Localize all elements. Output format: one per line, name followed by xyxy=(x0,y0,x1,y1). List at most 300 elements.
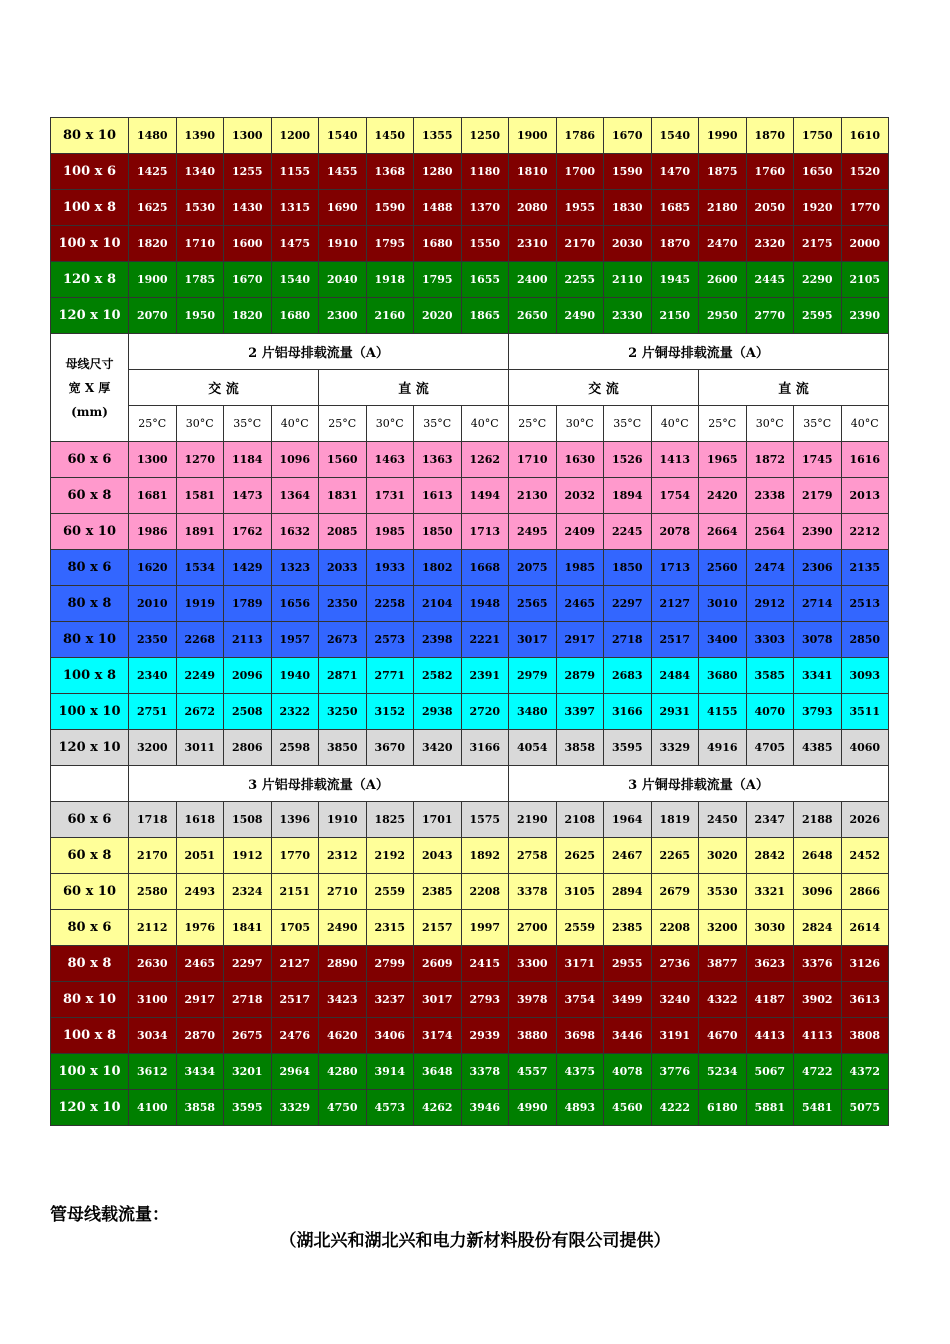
value-cell: 1526 xyxy=(604,442,652,478)
value-cell: 1850 xyxy=(414,514,462,550)
value-cell: 2409 xyxy=(556,514,604,550)
value-cell: 2032 xyxy=(556,478,604,514)
value-cell: 1625 xyxy=(129,190,177,226)
value-cell: 2127 xyxy=(651,586,699,622)
value-cell: 3300 xyxy=(509,946,557,982)
value-cell: 3595 xyxy=(604,730,652,766)
value-cell: 3406 xyxy=(366,1018,414,1054)
value-cell: 4560 xyxy=(604,1090,652,1126)
value-cell: 1184 xyxy=(224,442,272,478)
table-row xyxy=(51,622,889,658)
value-cell: 4990 xyxy=(509,1090,557,1126)
value-cell: 2871 xyxy=(319,658,367,694)
value-cell: 2476 xyxy=(271,1018,319,1054)
value-cell: 2950 xyxy=(699,298,747,334)
value-cell: 2565 xyxy=(509,586,557,622)
value-cell: 1986 xyxy=(129,514,177,550)
value-cell: 2559 xyxy=(556,910,604,946)
value-cell: 4670 xyxy=(699,1018,747,1054)
value-cell: 2188 xyxy=(794,802,842,838)
value-cell: 4620 xyxy=(319,1018,367,1054)
table-row xyxy=(51,982,889,1018)
size-cell: 80 x 6 xyxy=(51,550,129,586)
value-cell: 1872 xyxy=(746,442,794,478)
value-cell: 3858 xyxy=(556,730,604,766)
value-cell: 2824 xyxy=(794,910,842,946)
value-cell: 2350 xyxy=(129,622,177,658)
value-cell: 1795 xyxy=(366,226,414,262)
table-row xyxy=(51,478,889,514)
value-cell: 2600 xyxy=(699,262,747,298)
value-cell: 3914 xyxy=(366,1054,414,1090)
value-cell: 2490 xyxy=(319,910,367,946)
footer-title: 管母线载流量： xyxy=(50,1205,169,1225)
value-cell: 3011 xyxy=(176,730,224,766)
value-cell: 1760 xyxy=(746,154,794,190)
footer-note: （湖北兴和湖北兴和电力新材料股份有限公司提供） xyxy=(279,1231,671,1251)
size-header-line: 宽 X 厚 xyxy=(68,380,111,395)
value-cell: 3808 xyxy=(841,1018,889,1054)
value-cell: 1632 xyxy=(271,514,319,550)
value-cell: 1920 xyxy=(794,190,842,226)
value-cell: 1494 xyxy=(461,478,509,514)
value-cell: 1912 xyxy=(224,838,272,874)
value-cell: 1390 xyxy=(176,118,224,154)
value-cell: 1770 xyxy=(841,190,889,226)
table-row xyxy=(51,694,889,730)
value-cell: 2385 xyxy=(604,910,652,946)
value-cell: 3166 xyxy=(461,730,509,766)
value-cell: 2580 xyxy=(129,874,177,910)
value-cell: 2720 xyxy=(461,694,509,730)
value-cell: 1900 xyxy=(129,262,177,298)
value-cell: 1850 xyxy=(604,550,652,586)
value-cell: 4893 xyxy=(556,1090,604,1126)
temperature-cell: 30°C xyxy=(176,406,224,442)
size-cell: 120 x 8 xyxy=(51,262,129,298)
value-cell: 1918 xyxy=(366,262,414,298)
value-cell: 3017 xyxy=(414,982,462,1018)
value-cell: 3480 xyxy=(509,694,557,730)
value-cell: 2322 xyxy=(271,694,319,730)
al-3-header: 3 片铝母排载流量（A） xyxy=(129,766,509,802)
value-cell: 3698 xyxy=(556,1018,604,1054)
value-cell: 2390 xyxy=(841,298,889,334)
value-cell: 1155 xyxy=(271,154,319,190)
cu-ac-header: 交 流 xyxy=(509,370,699,406)
value-cell: 4322 xyxy=(699,982,747,1018)
value-cell: 2075 xyxy=(509,550,557,586)
value-cell: 2710 xyxy=(319,874,367,910)
value-cell: 2078 xyxy=(651,514,699,550)
ampacity-table xyxy=(50,117,889,1126)
value-cell: 2517 xyxy=(651,622,699,658)
value-cell: 1865 xyxy=(461,298,509,334)
value-cell: 1701 xyxy=(414,802,462,838)
value-cell: 1200 xyxy=(271,118,319,154)
temperature-cell: 30°C xyxy=(366,406,414,442)
value-cell: 2420 xyxy=(699,478,747,514)
table-row xyxy=(51,118,889,154)
value-cell: 2113 xyxy=(224,622,272,658)
value-cell: 1910 xyxy=(319,802,367,838)
value-cell: 1255 xyxy=(224,154,272,190)
value-cell: 2912 xyxy=(746,586,794,622)
value-cell: 2931 xyxy=(651,694,699,730)
size-cell: 80 x 10 xyxy=(51,622,129,658)
value-cell: 5075 xyxy=(841,1090,889,1126)
table-row xyxy=(51,226,889,262)
value-cell: 2508 xyxy=(224,694,272,730)
table-row xyxy=(51,730,889,766)
temperature-cell: 25°C xyxy=(699,406,747,442)
value-cell: 1413 xyxy=(651,442,699,478)
value-cell: 2180 xyxy=(699,190,747,226)
value-cell: 3105 xyxy=(556,874,604,910)
value-cell: 1685 xyxy=(651,190,699,226)
value-cell: 1475 xyxy=(271,226,319,262)
value-cell: 2033 xyxy=(319,550,367,586)
size-cell: 100 x 8 xyxy=(51,658,129,694)
value-cell: 1820 xyxy=(129,226,177,262)
value-cell: 3030 xyxy=(746,910,794,946)
value-cell: 4100 xyxy=(129,1090,177,1126)
temperature-cell: 40°C xyxy=(651,406,699,442)
value-cell: 2208 xyxy=(461,874,509,910)
value-cell: 3329 xyxy=(651,730,699,766)
value-cell: 4916 xyxy=(699,730,747,766)
value-cell: 2648 xyxy=(794,838,842,874)
value-cell: 2465 xyxy=(176,946,224,982)
table-row xyxy=(51,1090,889,1126)
value-cell: 2979 xyxy=(509,658,557,694)
value-cell: 2110 xyxy=(604,262,652,298)
value-cell: 2894 xyxy=(604,874,652,910)
size-cell: 100 x 10 xyxy=(51,226,129,262)
value-cell: 2517 xyxy=(271,982,319,1018)
temperature-cell: 35°C xyxy=(604,406,652,442)
value-cell: 1534 xyxy=(176,550,224,586)
value-cell: 2020 xyxy=(414,298,462,334)
value-cell: 2850 xyxy=(841,622,889,658)
value-cell: 1786 xyxy=(556,118,604,154)
value-cell: 3010 xyxy=(699,586,747,622)
value-cell: 2495 xyxy=(509,514,557,550)
value-cell: 2208 xyxy=(651,910,699,946)
value-cell: 3585 xyxy=(746,658,794,694)
value-cell: 4705 xyxy=(746,730,794,766)
value-cell: 3152 xyxy=(366,694,414,730)
value-cell: 2340 xyxy=(129,658,177,694)
value-cell: 2175 xyxy=(794,226,842,262)
value-cell: 1950 xyxy=(176,298,224,334)
value-cell: 1875 xyxy=(699,154,747,190)
value-cell: 1713 xyxy=(461,514,509,550)
value-cell: 5067 xyxy=(746,1054,794,1090)
value-cell: 1096 xyxy=(271,442,319,478)
value-cell: 1610 xyxy=(841,118,889,154)
value-cell: 2771 xyxy=(366,658,414,694)
value-cell: 2212 xyxy=(841,514,889,550)
value-cell: 2490 xyxy=(556,298,604,334)
value-cell: 1957 xyxy=(271,622,319,658)
value-cell: 1540 xyxy=(271,262,319,298)
value-cell: 2683 xyxy=(604,658,652,694)
value-cell: 4557 xyxy=(509,1054,557,1090)
value-cell: 1180 xyxy=(461,154,509,190)
value-cell: 3680 xyxy=(699,658,747,694)
value-cell: 3329 xyxy=(271,1090,319,1126)
size-cell: 120 x 10 xyxy=(51,298,129,334)
value-cell: 2170 xyxy=(129,838,177,874)
value-cell: 2391 xyxy=(461,658,509,694)
value-cell: 1430 xyxy=(224,190,272,226)
value-cell: 2108 xyxy=(556,802,604,838)
value-cell: 2450 xyxy=(699,802,747,838)
value-cell: 1710 xyxy=(509,442,557,478)
value-cell: 2080 xyxy=(509,190,557,226)
value-cell: 2324 xyxy=(224,874,272,910)
value-cell: 1700 xyxy=(556,154,604,190)
value-cell: 2385 xyxy=(414,874,462,910)
size-cell: 80 x 8 xyxy=(51,586,129,622)
value-cell: 2467 xyxy=(604,838,652,874)
value-cell: 3670 xyxy=(366,730,414,766)
value-cell: 1575 xyxy=(461,802,509,838)
value-cell: 1540 xyxy=(319,118,367,154)
value-cell: 2010 xyxy=(129,586,177,622)
value-cell: 1470 xyxy=(651,154,699,190)
table-row xyxy=(51,802,889,838)
value-cell: 1976 xyxy=(176,910,224,946)
value-cell: 4280 xyxy=(319,1054,367,1090)
value-cell: 1613 xyxy=(414,478,462,514)
cu-3-header: 3 片铜母排载流量（A） xyxy=(509,766,889,802)
value-cell: 1450 xyxy=(366,118,414,154)
value-cell: 2675 xyxy=(224,1018,272,1054)
value-cell: 4222 xyxy=(651,1090,699,1126)
value-cell: 2330 xyxy=(604,298,652,334)
value-cell: 3100 xyxy=(129,982,177,1018)
section-3-rows xyxy=(51,802,889,1126)
table-row xyxy=(51,658,889,694)
table-row xyxy=(51,586,889,622)
value-cell: 3200 xyxy=(129,730,177,766)
value-cell: 1488 xyxy=(414,190,462,226)
size-cell: 60 x 6 xyxy=(51,442,129,478)
value-cell: 4573 xyxy=(366,1090,414,1126)
value-cell: 1910 xyxy=(319,226,367,262)
value-cell: 1680 xyxy=(414,226,462,262)
value-cell: 1364 xyxy=(271,478,319,514)
value-cell: 1705 xyxy=(271,910,319,946)
value-cell: 1830 xyxy=(604,190,652,226)
table-row xyxy=(51,442,889,478)
value-cell: 1789 xyxy=(224,586,272,622)
value-cell: 1965 xyxy=(699,442,747,478)
value-cell: 1985 xyxy=(556,550,604,586)
value-cell: 2265 xyxy=(651,838,699,874)
temperature-cell: 40°C xyxy=(841,406,889,442)
value-cell: 1990 xyxy=(699,118,747,154)
temperature-cell: 30°C xyxy=(746,406,794,442)
value-cell: 2297 xyxy=(604,586,652,622)
table-row xyxy=(51,838,889,874)
value-cell: 2157 xyxy=(414,910,462,946)
temperature-cell: 35°C xyxy=(224,406,272,442)
size-cell: 80 x 10 xyxy=(51,118,129,154)
value-cell: 2955 xyxy=(604,946,652,982)
value-cell: 1955 xyxy=(556,190,604,226)
value-cell: 2096 xyxy=(224,658,272,694)
value-cell: 2673 xyxy=(319,622,367,658)
table-row xyxy=(51,946,889,982)
table-row xyxy=(51,910,889,946)
value-cell: 2050 xyxy=(746,190,794,226)
value-cell: 2939 xyxy=(461,1018,509,1054)
size-cell: 80 x 6 xyxy=(51,910,129,946)
value-cell: 1250 xyxy=(461,118,509,154)
value-cell: 3397 xyxy=(556,694,604,730)
size-cell: 100 x 10 xyxy=(51,694,129,730)
value-cell: 2625 xyxy=(556,838,604,874)
value-cell: 3530 xyxy=(699,874,747,910)
al-dc-header: 直 流 xyxy=(319,370,509,406)
value-cell: 2718 xyxy=(224,982,272,1018)
table-row xyxy=(51,550,889,586)
value-cell: 2338 xyxy=(746,478,794,514)
value-cell: 4375 xyxy=(556,1054,604,1090)
value-cell: 3171 xyxy=(556,946,604,982)
value-cell: 3511 xyxy=(841,694,889,730)
value-cell: 1590 xyxy=(604,154,652,190)
temperature-cell: 30°C xyxy=(556,406,604,442)
value-cell: 2085 xyxy=(319,514,367,550)
value-cell: 2000 xyxy=(841,226,889,262)
value-cell: 1280 xyxy=(414,154,462,190)
value-cell: 1819 xyxy=(651,802,699,838)
value-cell: 5881 xyxy=(746,1090,794,1126)
value-cell: 2245 xyxy=(604,514,652,550)
value-cell: 1463 xyxy=(366,442,414,478)
value-cell: 1473 xyxy=(224,478,272,514)
value-cell: 3978 xyxy=(509,982,557,1018)
value-cell: 1480 xyxy=(129,118,177,154)
size-cell: 60 x 10 xyxy=(51,514,129,550)
value-cell: 2112 xyxy=(129,910,177,946)
value-cell: 1997 xyxy=(461,910,509,946)
value-cell: 1618 xyxy=(176,802,224,838)
temperature-cell: 25°C xyxy=(509,406,557,442)
value-cell: 1825 xyxy=(366,802,414,838)
value-cell: 1933 xyxy=(366,550,414,586)
value-cell: 3376 xyxy=(794,946,842,982)
value-cell: 1368 xyxy=(366,154,414,190)
value-cell: 2315 xyxy=(366,910,414,946)
value-cell: 1870 xyxy=(651,226,699,262)
value-cell: 4187 xyxy=(746,982,794,1018)
temperature-cell: 35°C xyxy=(414,406,462,442)
value-cell: 2105 xyxy=(841,262,889,298)
size-cell: 100 x 8 xyxy=(51,1018,129,1054)
value-cell: 2964 xyxy=(271,1054,319,1090)
value-cell: 3378 xyxy=(509,874,557,910)
table-row xyxy=(51,154,889,190)
value-cell: 1940 xyxy=(271,658,319,694)
value-cell: 1948 xyxy=(461,586,509,622)
value-cell: 2650 xyxy=(509,298,557,334)
value-cell: 1831 xyxy=(319,478,367,514)
value-cell: 1363 xyxy=(414,442,462,478)
value-cell: 2736 xyxy=(651,946,699,982)
value-cell: 1429 xyxy=(224,550,272,586)
section-2-rows xyxy=(51,442,889,766)
value-cell: 2582 xyxy=(414,658,462,694)
value-cell: 2130 xyxy=(509,478,557,514)
table-row xyxy=(51,1018,889,1054)
value-cell: 5481 xyxy=(794,1090,842,1126)
value-cell: 1690 xyxy=(319,190,367,226)
value-cell: 2614 xyxy=(841,910,889,946)
value-cell: 1650 xyxy=(794,154,842,190)
value-cell: 4054 xyxy=(509,730,557,766)
value-cell: 1919 xyxy=(176,586,224,622)
value-cell: 2310 xyxy=(509,226,557,262)
value-cell: 2718 xyxy=(604,622,652,658)
value-cell: 1795 xyxy=(414,262,462,298)
value-cell: 1616 xyxy=(841,442,889,478)
value-cell: 3250 xyxy=(319,694,367,730)
value-cell: 2598 xyxy=(271,730,319,766)
value-cell: 2300 xyxy=(319,298,367,334)
temperature-cell: 40°C xyxy=(271,406,319,442)
size-cell: 100 x 6 xyxy=(51,154,129,190)
value-cell: 2474 xyxy=(746,550,794,586)
value-cell: 1425 xyxy=(129,154,177,190)
value-cell: 2672 xyxy=(176,694,224,730)
value-cell: 5234 xyxy=(699,1054,747,1090)
value-cell: 4155 xyxy=(699,694,747,730)
value-cell: 1750 xyxy=(794,118,842,154)
value-cell: 1810 xyxy=(509,154,557,190)
size-cell: 100 x 8 xyxy=(51,190,129,226)
value-cell: 2917 xyxy=(556,622,604,658)
value-cell: 3423 xyxy=(319,982,367,1018)
value-cell: 2170 xyxy=(556,226,604,262)
value-cell: 1964 xyxy=(604,802,652,838)
value-cell: 1581 xyxy=(176,478,224,514)
temperature-cell: 25°C xyxy=(129,406,177,442)
value-cell: 1300 xyxy=(129,442,177,478)
value-cell: 1396 xyxy=(271,802,319,838)
value-cell: 2573 xyxy=(366,622,414,658)
value-cell: 2879 xyxy=(556,658,604,694)
value-cell: 3201 xyxy=(224,1054,272,1090)
blank-header-cell xyxy=(51,766,129,802)
value-cell: 1656 xyxy=(271,586,319,622)
value-cell: 3034 xyxy=(129,1018,177,1054)
value-cell: 2390 xyxy=(794,514,842,550)
value-cell: 1945 xyxy=(651,262,699,298)
value-cell: 3858 xyxy=(176,1090,224,1126)
value-cell: 2350 xyxy=(319,586,367,622)
value-cell: 1892 xyxy=(461,838,509,874)
value-cell: 3093 xyxy=(841,658,889,694)
size-header xyxy=(51,334,129,442)
value-cell: 2150 xyxy=(651,298,699,334)
size-cell: 80 x 10 xyxy=(51,982,129,1018)
value-cell: 2013 xyxy=(841,478,889,514)
